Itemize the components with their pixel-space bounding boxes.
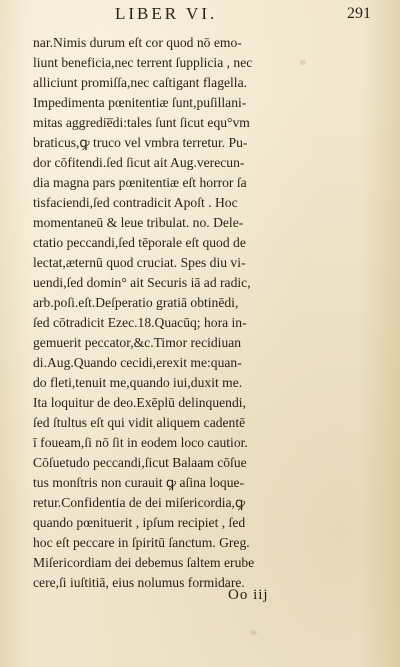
text-line: quando pœnituerit , ipſum recipiet , ſed <box>33 515 246 530</box>
text-line: hoc eſt peccare in ſpiritū ſanctum. Greg. <box>33 535 250 550</box>
text-line: ctatio peccandi,ſed tēporale eſt quod de <box>33 235 246 250</box>
page-number: 291 <box>347 5 371 22</box>
text-line: tisfaciendi,ſed contradicit Apoſt . Hoc <box>33 195 238 210</box>
text-line: gemuerit peccator,&c.Timor recidiuan <box>33 335 242 350</box>
text-line: braticus,ꝙ truco vel vmbra terretur. Pu- <box>33 135 248 150</box>
text-line: uendi,ſed domin° ait Securis iā ad radic, <box>33 275 251 290</box>
text-line: ſed cōtradicit Ezec.18.Quacūq; hora in- <box>33 315 247 330</box>
page-header <box>0 2 400 26</box>
text-line: Cōſuetudo peccandi,ſicut Balaam cōſue <box>33 455 247 470</box>
text-line: liunt beneficia,nec terrent ſupplicia , nec <box>33 55 253 70</box>
text-line: alliciunt promiſſa,nec caſtigant flagella. <box>33 75 248 90</box>
text-line: retur.Confidentia de dei miſericordia,ꝙ <box>33 495 246 510</box>
text-line: momentaneū & leue tribulat. no. Dele- <box>33 215 244 230</box>
text-line: arb.poſi.eſt.Deſperatio gratiā obtinēdi, <box>33 295 239 310</box>
foxing-spot <box>250 630 257 635</box>
text-line: Ita loquitur de deo.Exēplū delinquendi, <box>33 395 246 410</box>
text-line: dor cōfitendi.ſed ſicut ait Aug.verecun- <box>33 155 245 170</box>
text-line: cere,ſi iuſtitiā, eius nolumus formidare. <box>33 575 245 590</box>
text-line: di.Aug.Quando cecidi,erexit me:quan- <box>33 355 242 370</box>
text-line: nar.Nimis durum eſt cor quod nō emo- <box>33 35 242 50</box>
running-title: LIBER VI. <box>115 4 218 23</box>
text-line: do fleti,tenuit me,quando iui,duxit me. <box>33 375 243 390</box>
text-line: Miſericordiam dei debemus ſaltem erube <box>33 555 255 570</box>
foxing-spot <box>300 60 306 65</box>
text-line: ī foueam,ſi nō ſit in eodem loco cautior. <box>33 435 248 450</box>
text-line: lectat,æternū quod cruciat. Spes diu vi- <box>33 255 246 270</box>
text-line: mitas aggredie̅di:tales ſunt ſicut equ°vm <box>33 115 250 130</box>
signature-mark: Oo iij <box>228 587 269 603</box>
text-line: ſed ſtultus eſt qui vidit aliquem cadentē <box>33 415 246 430</box>
text-line: tus monſtris non curauit ꝙ aſina loque- <box>33 475 245 490</box>
text-line: Impedimenta pœnitentiæ ſunt,puſillani- <box>33 95 247 110</box>
text-line: dia magna pars pœnitentiæ eſt horror ſa <box>33 175 247 190</box>
